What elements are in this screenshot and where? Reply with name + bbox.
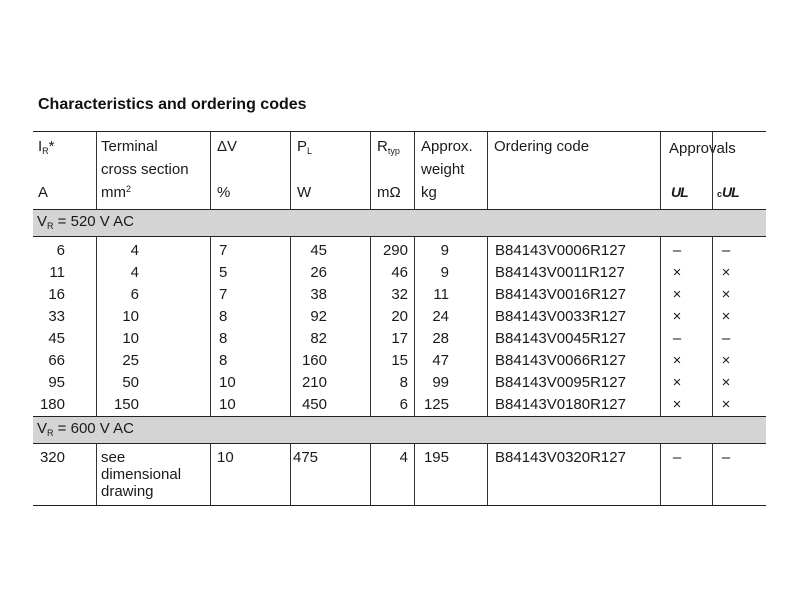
cell-pl: 45 <box>310 242 327 259</box>
cell-dv: 5 <box>219 264 228 281</box>
cell-dv: 8 <box>219 308 228 325</box>
cell-rtyp: 6 <box>399 396 408 413</box>
not-approved-mark: – <box>721 330 731 347</box>
column-divider <box>290 131 291 209</box>
header-rtyp-unit: mΩ <box>377 184 401 201</box>
cell-dv: 10 <box>219 374 236 391</box>
header-dv: ΔV <box>217 138 238 155</box>
header-terminal-unit: $mm^2$ <box>101 184 132 201</box>
column-divider <box>660 236 661 416</box>
cell-pl: 82 <box>310 330 327 347</box>
section-rule <box>33 416 766 417</box>
not-approved-mark: – <box>672 242 682 259</box>
approved-mark: × <box>721 352 731 369</box>
column-divider <box>290 443 291 505</box>
cell-dv: 8 <box>219 330 228 347</box>
voltage-section-label: $V_R = 520$ V AC <box>37 213 134 231</box>
approved-mark: × <box>672 374 682 391</box>
cell-weight: 195 <box>423 449 449 466</box>
cell-weight: 9 <box>440 242 449 259</box>
cell-ordering-code: B84143V0011R127 <box>495 264 625 281</box>
cell-rtyp: 32 <box>391 286 408 303</box>
voltage-section-band <box>33 416 766 443</box>
cell-ir: 320 <box>39 449 65 466</box>
cell-ir: 11 <box>49 264 65 281</box>
cell-ordering-code: B84143V0066R127 <box>495 352 626 369</box>
cell-dv: 10 <box>217 449 234 466</box>
column-divider <box>96 131 97 209</box>
not-approved-mark: – <box>672 449 682 466</box>
cell-pl: 210 <box>301 374 327 391</box>
column-divider <box>414 443 415 505</box>
column-divider <box>712 131 713 209</box>
cell-pl: 26 <box>310 264 327 281</box>
cell-terminal: see dimensional drawing <box>101 449 182 500</box>
cell-dv: 8 <box>219 352 228 369</box>
cell-ir: 180 <box>39 396 65 413</box>
section-rule <box>33 443 766 444</box>
cell-rtyp: 46 <box>391 264 408 281</box>
header-ordering-code: Ordering code <box>494 138 590 155</box>
cell-pl: 475 <box>293 449 319 466</box>
cell-ir: 6 <box>56 242 65 259</box>
header-weight-line2: weight <box>421 161 465 178</box>
cell-terminal: 6 <box>130 286 139 303</box>
cell-weight: 9 <box>440 264 449 281</box>
approved-mark: × <box>721 396 731 413</box>
cell-ir: 16 <box>48 286 65 303</box>
table-bottom-rule <box>33 505 766 506</box>
ul-logo-icon: UL <box>671 184 688 200</box>
cell-weight: 99 <box>432 374 449 391</box>
voltage-section-band <box>33 209 766 236</box>
header-pl-unit: W <box>297 184 312 201</box>
cell-pl: 92 <box>310 308 327 325</box>
column-divider <box>712 236 713 416</box>
ordering-codes-table <box>33 131 766 500</box>
not-approved-mark: – <box>672 330 682 347</box>
cell-pl: 450 <box>301 396 327 413</box>
cell-ir: 45 <box>48 330 65 347</box>
section-title: Characteristics and ordering codes <box>38 96 307 113</box>
cell-ordering-code: B84143V0033R127 <box>495 308 626 325</box>
cul-logo-icon: cUL <box>717 184 739 200</box>
column-divider <box>370 131 371 209</box>
table-top-rule <box>33 131 766 132</box>
approved-mark: × <box>672 264 682 281</box>
header-pl: $P_L$ <box>297 138 313 156</box>
cell-rtyp: 8 <box>399 374 408 391</box>
approved-mark: × <box>721 286 731 303</box>
approved-mark: × <box>672 352 682 369</box>
column-divider <box>414 131 415 209</box>
header-weight-line1: Approx. <box>421 138 473 155</box>
cell-rtyp: 290 <box>382 242 408 259</box>
cell-dv: 10 <box>219 396 236 413</box>
cell-ordering-code: B84143V0095R127 <box>495 374 626 391</box>
column-divider <box>370 443 371 505</box>
cell-weight: 28 <box>432 330 449 347</box>
cell-ordering-code: B84143V0180R127 <box>495 396 626 413</box>
approved-mark: × <box>672 308 682 325</box>
cell-ordering-code: B84143V0016R127 <box>495 286 626 303</box>
header-ir: $I_R*$ <box>38 138 55 156</box>
voltage-section-label: $V_R = 600$ V AC <box>37 420 134 438</box>
cell-ordering-code: B84143V0045R127 <box>495 330 626 347</box>
cell-weight: 24 <box>432 308 449 325</box>
column-divider <box>210 131 211 209</box>
cell-terminal: 50 <box>122 374 139 391</box>
section-rule <box>33 209 766 210</box>
cell-ir: 66 <box>48 352 65 369</box>
cell-dv: 7 <box>219 286 228 303</box>
column-divider <box>210 236 211 416</box>
header-rtyp: $R_{typ}$ <box>377 138 400 156</box>
cell-weight: 47 <box>432 352 449 369</box>
cell-rtyp: 15 <box>391 352 408 369</box>
approved-mark: × <box>672 396 682 413</box>
approved-mark: × <box>721 264 731 281</box>
cell-pl: 160 <box>301 352 327 369</box>
cell-ir: 95 <box>48 374 65 391</box>
header-terminal-line1: Terminal <box>101 138 158 155</box>
column-divider <box>487 236 488 416</box>
column-divider <box>290 236 291 416</box>
cell-rtyp: 17 <box>391 330 408 347</box>
cell-terminal: 10 <box>122 308 139 325</box>
not-approved-mark: – <box>721 242 731 259</box>
column-divider <box>370 236 371 416</box>
cell-ir: 33 <box>48 308 65 325</box>
header-dv-unit: % <box>217 184 231 201</box>
column-divider <box>487 443 488 505</box>
cell-pl: 38 <box>310 286 327 303</box>
column-divider <box>487 131 488 209</box>
cell-rtyp: 20 <box>391 308 408 325</box>
header-terminal-line2: cross section <box>101 161 189 178</box>
approved-mark: × <box>672 286 682 303</box>
approved-mark: × <box>721 374 731 391</box>
cell-terminal: 25 <box>122 352 139 369</box>
not-approved-mark: – <box>721 449 731 466</box>
cell-terminal: 4 <box>130 242 139 259</box>
column-divider <box>414 236 415 416</box>
section-rule <box>33 236 766 237</box>
approved-mark: × <box>721 308 731 325</box>
column-divider <box>210 443 211 505</box>
cell-rtyp: 4 <box>399 449 408 466</box>
cell-ordering-code: B84143V0006R127 <box>495 242 626 259</box>
cell-terminal: 10 <box>122 330 139 347</box>
header-ir-unit: A <box>38 184 49 201</box>
cell-ordering-code: B84143V0320R127 <box>495 449 626 466</box>
header-approvals: Approvals <box>669 140 736 157</box>
column-divider <box>96 443 97 505</box>
column-divider <box>96 236 97 416</box>
cell-terminal: 150 <box>113 396 139 413</box>
column-divider <box>712 443 713 505</box>
column-divider <box>660 131 661 209</box>
column-divider <box>660 443 661 505</box>
cell-weight: 11 <box>433 286 449 303</box>
cell-dv: 7 <box>219 242 228 259</box>
header-weight-unit: kg <box>421 184 437 201</box>
cell-terminal: 4 <box>130 264 139 281</box>
cell-weight: 125 <box>423 396 449 413</box>
